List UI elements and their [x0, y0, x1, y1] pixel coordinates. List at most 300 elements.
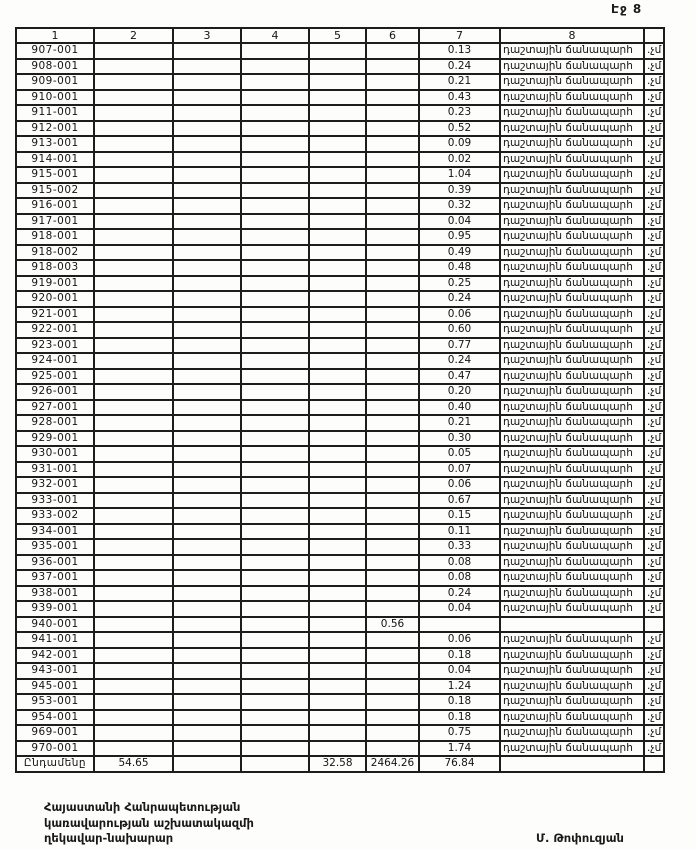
value-cell: [94, 446, 173, 462]
value-cell: [366, 353, 419, 369]
land-use-cell: դաշտային ճանապարհ: [500, 477, 644, 493]
value-cell: 0.60: [419, 322, 500, 338]
table-row: [16, 663, 664, 679]
value-cell: [366, 741, 419, 757]
parcel-code-cell: 933-002: [16, 508, 94, 524]
parcel-code-cell: 918-002: [16, 245, 94, 261]
table-row: [16, 694, 664, 710]
column-header-6: 6: [366, 28, 419, 43]
value-cell: [366, 229, 419, 245]
land-use-cell: դաշտային ճանապարհ: [500, 400, 644, 416]
column-header-2: 2: [94, 28, 173, 43]
parcel-code-cell: 932-001: [16, 477, 94, 493]
land-use-cell: դաշտային ճանապարհ: [500, 291, 644, 307]
value-cell: [366, 90, 419, 106]
edge-text-fragment: [644, 617, 664, 633]
land-use-cell: դաշտային ճանապարհ: [500, 539, 644, 555]
land-use-cell: դաշտային ճանապարհ: [500, 384, 644, 400]
value-cell: [366, 648, 419, 664]
edge-text-fragment: .չմ: [644, 586, 664, 602]
value-cell: [309, 679, 366, 695]
value-cell: [366, 539, 419, 555]
value-cell: [366, 74, 419, 90]
parcel-code-cell: 923-001: [16, 338, 94, 354]
value-cell: [366, 415, 419, 431]
value-cell: [94, 59, 173, 75]
value-cell: 0.07: [419, 462, 500, 478]
value-cell: [173, 431, 241, 447]
value-cell: [309, 198, 366, 214]
value-cell: 1.74: [419, 741, 500, 757]
table-row: [16, 586, 664, 602]
value-cell: [309, 59, 366, 75]
value-cell: 32.58: [309, 756, 366, 772]
value-cell: [309, 446, 366, 462]
value-cell: [241, 136, 309, 152]
edge-text-fragment: .չմ: [644, 59, 664, 75]
value-cell: [173, 415, 241, 431]
parcel-code-cell: 945-001: [16, 679, 94, 695]
parcel-code-cell: 921-001: [16, 307, 94, 323]
value-cell: [241, 384, 309, 400]
edge-text-fragment: .չմ: [644, 725, 664, 741]
value-cell: [173, 524, 241, 540]
value-cell: [366, 198, 419, 214]
value-cell: [94, 617, 173, 633]
value-cell: 0.43: [419, 90, 500, 106]
table-row: [16, 570, 664, 586]
parcel-code-cell: 910-001: [16, 90, 94, 106]
table-row: [16, 121, 664, 137]
parcel-code-cell: 922-001: [16, 322, 94, 338]
table-row: [16, 431, 664, 447]
table-row: [16, 710, 664, 726]
value-cell: 0.08: [419, 570, 500, 586]
parcel-code-cell: 911-001: [16, 105, 94, 121]
value-cell: [241, 59, 309, 75]
value-cell: [241, 586, 309, 602]
land-use-cell: դաշտային ճանապարհ: [500, 90, 644, 106]
table-row: [16, 384, 664, 400]
value-cell: [94, 725, 173, 741]
value-cell: [173, 725, 241, 741]
value-cell: [173, 539, 241, 555]
value-cell: [94, 322, 173, 338]
value-cell: [309, 229, 366, 245]
edge-text-fragment: .չմ: [644, 198, 664, 214]
value-cell: [241, 679, 309, 695]
value-cell: [94, 90, 173, 106]
value-cell: 0.20: [419, 384, 500, 400]
value-cell: [241, 539, 309, 555]
value-cell: [94, 369, 173, 385]
value-cell: 0.39: [419, 183, 500, 199]
table-row: [16, 322, 664, 338]
value-cell: [309, 322, 366, 338]
value-cell: [94, 183, 173, 199]
table-row: [16, 214, 664, 230]
value-cell: [94, 493, 173, 509]
value-cell: [94, 632, 173, 648]
value-cell: [366, 446, 419, 462]
edge-text-fragment: .չմ: [644, 384, 664, 400]
value-cell: 0.77: [419, 338, 500, 354]
table-row: [16, 260, 664, 276]
value-cell: [309, 43, 366, 59]
value-cell: [173, 601, 241, 617]
parcel-code-cell: 926-001: [16, 384, 94, 400]
value-cell: [173, 462, 241, 478]
value-cell: [173, 121, 241, 137]
table-row: [16, 369, 664, 385]
value-cell: [173, 322, 241, 338]
value-cell: 0.23: [419, 105, 500, 121]
value-cell: [173, 384, 241, 400]
land-use-cell: դաշտային ճանապարհ: [500, 74, 644, 90]
value-cell: 0.40: [419, 400, 500, 416]
value-cell: 0.95: [419, 229, 500, 245]
value-cell: [309, 353, 366, 369]
value-cell: [309, 415, 366, 431]
value-cell: [173, 586, 241, 602]
value-cell: [241, 229, 309, 245]
edge-text-fragment: .չմ: [644, 493, 664, 509]
value-cell: [173, 756, 241, 772]
land-use-cell: դաշտային ճանապարհ: [500, 167, 644, 183]
value-cell: [366, 586, 419, 602]
land-use-cell: դաշտային ճանապարհ: [500, 276, 644, 292]
value-cell: [94, 555, 173, 571]
table-row: [16, 477, 664, 493]
land-use-cell: դաշտային ճանապարհ: [500, 245, 644, 261]
value-cell: 0.47: [419, 369, 500, 385]
value-cell: [94, 400, 173, 416]
land-use-cell: դաշտային ճանապարհ: [500, 136, 644, 152]
table-row: [16, 152, 664, 168]
value-cell: [366, 59, 419, 75]
value-cell: [241, 369, 309, 385]
value-cell: [309, 477, 366, 493]
parcel-code-cell: 970-001: [16, 741, 94, 757]
parcel-code-cell: 931-001: [16, 462, 94, 478]
parcel-code-cell: 918-003: [16, 260, 94, 276]
value-cell: [309, 260, 366, 276]
value-cell: [173, 198, 241, 214]
value-cell: [94, 679, 173, 695]
value-cell: 0.18: [419, 648, 500, 664]
value-cell: [94, 462, 173, 478]
edge-text-fragment: .չմ: [644, 43, 664, 59]
value-cell: [241, 353, 309, 369]
land-use-cell: դաշտային ճանապարհ: [500, 214, 644, 230]
land-use-cell: դաշտային ճանապարհ: [500, 663, 644, 679]
value-cell: [241, 74, 309, 90]
value-cell: [309, 508, 366, 524]
value-cell: [94, 353, 173, 369]
value-cell: [309, 74, 366, 90]
value-cell: 0.08: [419, 555, 500, 571]
value-cell: [94, 710, 173, 726]
table-row: [16, 245, 664, 261]
table-row: [16, 105, 664, 121]
edge-text-fragment: .չմ: [644, 229, 664, 245]
land-use-cell: դաշտային ճանապարհ: [500, 725, 644, 741]
value-cell: [94, 338, 173, 354]
value-cell: [366, 679, 419, 695]
value-cell: 0.52: [419, 121, 500, 137]
value-cell: [173, 136, 241, 152]
column-header-8: 8: [500, 28, 644, 43]
value-cell: [309, 121, 366, 137]
edge-text-fragment: .չմ: [644, 260, 664, 276]
parcel-code-cell: 919-001: [16, 276, 94, 292]
value-cell: [366, 431, 419, 447]
land-use-cell: դաշտային ճանապարհ: [500, 183, 644, 199]
value-cell: 0.24: [419, 291, 500, 307]
value-cell: [241, 632, 309, 648]
value-cell: [366, 477, 419, 493]
value-cell: [241, 648, 309, 664]
value-cell: [173, 570, 241, 586]
table-row: [16, 338, 664, 354]
value-cell: [366, 710, 419, 726]
land-use-cell: դաշտային ճանապարհ: [500, 59, 644, 75]
value-cell: [366, 260, 419, 276]
value-cell: [309, 369, 366, 385]
value-cell: [309, 276, 366, 292]
value-cell: 0.18: [419, 710, 500, 726]
value-cell: [94, 741, 173, 757]
parcel-code-cell: 943-001: [16, 663, 94, 679]
table-row: [16, 462, 664, 478]
value-cell: [241, 43, 309, 59]
edge-text-fragment: .չմ: [644, 214, 664, 230]
value-cell: [94, 570, 173, 586]
value-cell: [309, 555, 366, 571]
value-cell: 0.24: [419, 353, 500, 369]
parcel-code-cell: 934-001: [16, 524, 94, 540]
edge-text-fragment: .չմ: [644, 431, 664, 447]
edge-text-fragment: .չմ: [644, 276, 664, 292]
land-use-cell: դաշտային ճանապարհ: [500, 741, 644, 757]
value-cell: [366, 400, 419, 416]
value-cell: [309, 167, 366, 183]
value-cell: [173, 105, 241, 121]
land-use-cell: դաշտային ճանապարհ: [500, 493, 644, 509]
table-row: [16, 198, 664, 214]
value-cell: [366, 105, 419, 121]
parcel-code-cell: 935-001: [16, 539, 94, 555]
value-cell: [366, 555, 419, 571]
table-row: [16, 167, 664, 183]
value-cell: [241, 477, 309, 493]
value-cell: [173, 59, 241, 75]
edge-text-fragment: .չմ: [644, 710, 664, 726]
edge-text-fragment: .չմ: [644, 524, 664, 540]
value-cell: 0.21: [419, 415, 500, 431]
column-header-5: 5: [309, 28, 366, 43]
org-line-1: Հայաստանի Հանրապետության: [44, 800, 241, 814]
parcel-code-cell: 954-001: [16, 710, 94, 726]
value-cell: 0.04: [419, 214, 500, 230]
parcel-code-cell: 939-001: [16, 601, 94, 617]
edge-text-fragment: .չմ: [644, 555, 664, 571]
value-cell: 0.09: [419, 136, 500, 152]
edge-text-fragment: .չմ: [644, 415, 664, 431]
value-cell: [173, 214, 241, 230]
edge-text-fragment: .չմ: [644, 369, 664, 385]
value-cell: [94, 43, 173, 59]
parcel-code-cell: Ընդամենը: [16, 756, 94, 772]
edge-text-fragment: .չմ: [644, 462, 664, 478]
value-cell: [241, 508, 309, 524]
land-use-cell: դաշտային ճանապարհ: [500, 43, 644, 59]
value-cell: 0.15: [419, 508, 500, 524]
value-cell: [94, 136, 173, 152]
edge-text-fragment: .չմ: [644, 694, 664, 710]
value-cell: [241, 725, 309, 741]
land-parcel-table: [15, 27, 665, 773]
value-cell: [241, 555, 309, 571]
land-use-cell: դաշտային ճանապարհ: [500, 508, 644, 524]
value-cell: [241, 741, 309, 757]
value-cell: [173, 167, 241, 183]
value-cell: [309, 384, 366, 400]
land-use-cell: դաշտային ճանապարհ: [500, 431, 644, 447]
value-cell: [241, 570, 309, 586]
edge-text-fragment: .չմ: [644, 105, 664, 121]
value-cell: [94, 431, 173, 447]
value-cell: [173, 90, 241, 106]
table-row: [16, 601, 664, 617]
org-line-3: ղեկավար-նախարար: [44, 831, 174, 845]
column-header-3: 3: [173, 28, 241, 43]
value-cell: [241, 322, 309, 338]
value-cell: 0.25: [419, 276, 500, 292]
value-cell: 0.11: [419, 524, 500, 540]
value-cell: [366, 152, 419, 168]
land-use-cell: դաշտային ճանապարհ: [500, 648, 644, 664]
edge-text-fragment: .չմ: [644, 446, 664, 462]
edge-text-fragment: .չմ: [644, 136, 664, 152]
edge-text-fragment: .չմ: [644, 338, 664, 354]
value-cell: [241, 214, 309, 230]
land-use-cell: դաշտային ճանապարհ: [500, 462, 644, 478]
value-cell: [309, 663, 366, 679]
table-row: [16, 229, 664, 245]
value-cell: [173, 338, 241, 354]
value-cell: [173, 663, 241, 679]
edge-text-fragment: .չմ: [644, 400, 664, 416]
value-cell: 0.32: [419, 198, 500, 214]
value-cell: [366, 493, 419, 509]
value-cell: [309, 291, 366, 307]
table-row: [16, 307, 664, 323]
land-use-cell: դաշտային ճանապարհ: [500, 601, 644, 617]
value-cell: [241, 152, 309, 168]
value-cell: [94, 260, 173, 276]
value-cell: [366, 694, 419, 710]
value-cell: [94, 167, 173, 183]
value-cell: 0.75: [419, 725, 500, 741]
value-cell: [241, 276, 309, 292]
table-row: [16, 90, 664, 106]
value-cell: [94, 694, 173, 710]
edge-text-fragment: .չմ: [644, 679, 664, 695]
parcel-code-cell: 912-001: [16, 121, 94, 137]
parcel-code-cell: 920-001: [16, 291, 94, 307]
value-cell: [94, 586, 173, 602]
header-row: [16, 28, 664, 43]
value-cell: 0.67: [419, 493, 500, 509]
edge-text-fragment: .չմ: [644, 90, 664, 106]
value-cell: [309, 601, 366, 617]
value-cell: [94, 214, 173, 230]
table-row: [16, 59, 664, 75]
parcel-code-cell: 942-001: [16, 648, 94, 664]
value-cell: [366, 121, 419, 137]
signature-block: [44, 800, 254, 847]
table-row: [16, 493, 664, 509]
value-cell: [173, 694, 241, 710]
parcel-code-cell: 927-001: [16, 400, 94, 416]
parcel-code-cell: 907-001: [16, 43, 94, 59]
edge-text-fragment: .չմ: [644, 648, 664, 664]
value-cell: [309, 462, 366, 478]
parcel-code-cell: 909-001: [16, 74, 94, 90]
value-cell: [173, 446, 241, 462]
table-row: [16, 291, 664, 307]
value-cell: [94, 245, 173, 261]
table-row: [16, 74, 664, 90]
value-cell: [309, 648, 366, 664]
value-cell: [366, 214, 419, 230]
value-cell: 0.24: [419, 586, 500, 602]
value-cell: 0.06: [419, 632, 500, 648]
parcel-code-cell: 928-001: [16, 415, 94, 431]
value-cell: [241, 338, 309, 354]
value-cell: [366, 291, 419, 307]
table-row: [16, 679, 664, 695]
value-cell: [366, 384, 419, 400]
value-cell: [173, 276, 241, 292]
value-cell: 1.04: [419, 167, 500, 183]
value-cell: 0.02: [419, 152, 500, 168]
value-cell: [94, 477, 173, 493]
value-cell: [173, 183, 241, 199]
edge-text-fragment: .չմ: [644, 152, 664, 168]
value-cell: 2464.26: [366, 756, 419, 772]
value-cell: [241, 121, 309, 137]
value-cell: [309, 539, 366, 555]
edge-text-fragment: .չմ: [644, 291, 664, 307]
value-cell: 1.24: [419, 679, 500, 695]
edge-margin: [644, 28, 664, 43]
value-cell: [366, 369, 419, 385]
land-use-cell: դաշտային ճանապարհ: [500, 307, 644, 323]
value-cell: [366, 322, 419, 338]
value-cell: [366, 601, 419, 617]
value-cell: [309, 400, 366, 416]
value-cell: [309, 90, 366, 106]
value-cell: [366, 570, 419, 586]
value-cell: [309, 105, 366, 121]
parcel-code-cell: 925-001: [16, 369, 94, 385]
parcel-code-cell: 924-001: [16, 353, 94, 369]
value-cell: [241, 90, 309, 106]
value-cell: [241, 415, 309, 431]
value-cell: [173, 679, 241, 695]
